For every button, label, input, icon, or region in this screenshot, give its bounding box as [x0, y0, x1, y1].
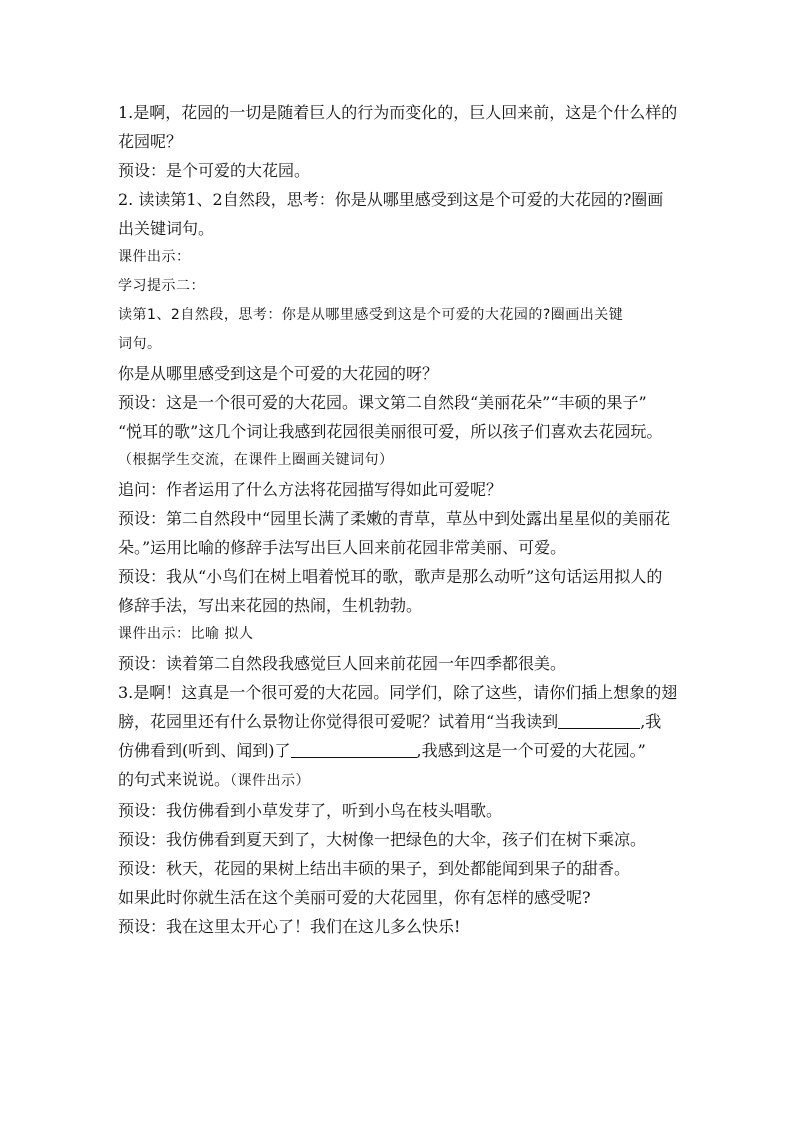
line-text: 仿佛看到(听到、闻到)了 — [118, 741, 291, 760]
paragraph-line — [118, 736, 678, 765]
line-text: ,我感到这是一个可爱的大花园。” — [416, 741, 646, 760]
paragraph-line: “悦耳的歌”这几个词让我感到花园很美丽很可爱，所以孩子们喜欢去花园玩。 — [118, 422, 663, 441]
paragraph-line: 1.是啊，花园的一切是随着巨人的行为而变化的，巨人回来前，这是个什么样的 — [118, 103, 678, 122]
paragraph-line: 朵。”运用比喻的修辞手法写出巨人回来前花园非常美丽、可爱。 — [118, 538, 567, 557]
paragraph-line: 追问：作者运用了什么方法将花园描写得如此可爱呢？ — [118, 480, 503, 499]
document-page — [118, 98, 678, 941]
line-text: 膀，花园里还有什么景物让你觉得很可爱呢？试着用“当我读到 — [118, 712, 559, 731]
paragraph-line: 如果此时你就生活在这个美丽可爱的大花园里，你有怎样的感受呢? — [118, 888, 591, 907]
study-tip-title: 学习提示二： — [118, 278, 205, 294]
courseware-note: （课件出示） — [230, 773, 311, 789]
paragraph-line: 修辞手法，写出来花园的热闹，生机勃勃。 — [118, 596, 423, 615]
line-text: ,我 — [640, 712, 662, 731]
paragraph-line: 预设：我从“小鸟们在树上唱着悦耳的歌，歌声是那么动听”这句话运用拟人的 — [118, 567, 663, 586]
fill-blank — [291, 739, 417, 758]
paragraph-line: 你是从哪里感受到这是个可爱的大花园的呀？ — [118, 364, 439, 383]
note-line: （根据学生交流，在课件上圈画关键词句） — [118, 452, 394, 468]
paragraph-line: 3.是啊！这真是一个很可爱的大花园。同学们，除了这些，请你们插上想象的翅 — [118, 683, 678, 702]
courseware-label: 课件出示：比喻 拟人 — [118, 626, 254, 642]
paragraph-line: 预设：这是一个很可爱的大花园。课文第二自然段“美丽花朵”“丰硕的果子” — [118, 393, 647, 412]
paragraph-line: 预设：我在这里太开心了！我们在这儿多么快乐! — [118, 917, 461, 936]
courseware-label: 课件出示： — [118, 249, 191, 265]
line-text: 的句式来说说。 — [118, 770, 231, 789]
paragraph-line: 预设：第二自然段中“园里长满了柔嫩的青草，草丛中到处露出星星似的美丽花 — [118, 509, 671, 528]
paragraph-line: 预设：秋天，花园的果树上结出丰硕的果子，到处都能闻到果子的甜香。 — [118, 859, 631, 878]
paragraph-line: 预设：读着第二自然段我感觉巨人回来前花园一年四季都很美。 — [118, 654, 567, 673]
paragraph-line: 预设：我仿佛看到小草发芽了，听到小鸟在枝头唱歌。 — [118, 801, 503, 820]
paragraph-line: 花园呢？ — [118, 132, 183, 151]
fill-blank — [558, 710, 640, 729]
paragraph-line: 出关键词句。 — [118, 219, 215, 238]
paragraph-line — [118, 765, 678, 796]
study-tip-text: 读第1、2自然段，思考：你是从哪里感受到这是个可爱的大花园的?圈画出关键 — [118, 307, 624, 323]
paragraph-line: 预设：我仿佛看到夏天到了，大树像一把绿色的大伞，孩子们在树下乘凉。 — [118, 830, 647, 849]
paragraph-line — [118, 707, 678, 736]
paragraph-line: 2. 读读第1、2自然段，思考：你是从哪里感受到这是个可爱的大花园的?圈画 — [118, 190, 664, 209]
paragraph-line: 预设：是个可爱的大花园。 — [118, 161, 311, 180]
study-tip-text: 词句。 — [118, 336, 162, 352]
